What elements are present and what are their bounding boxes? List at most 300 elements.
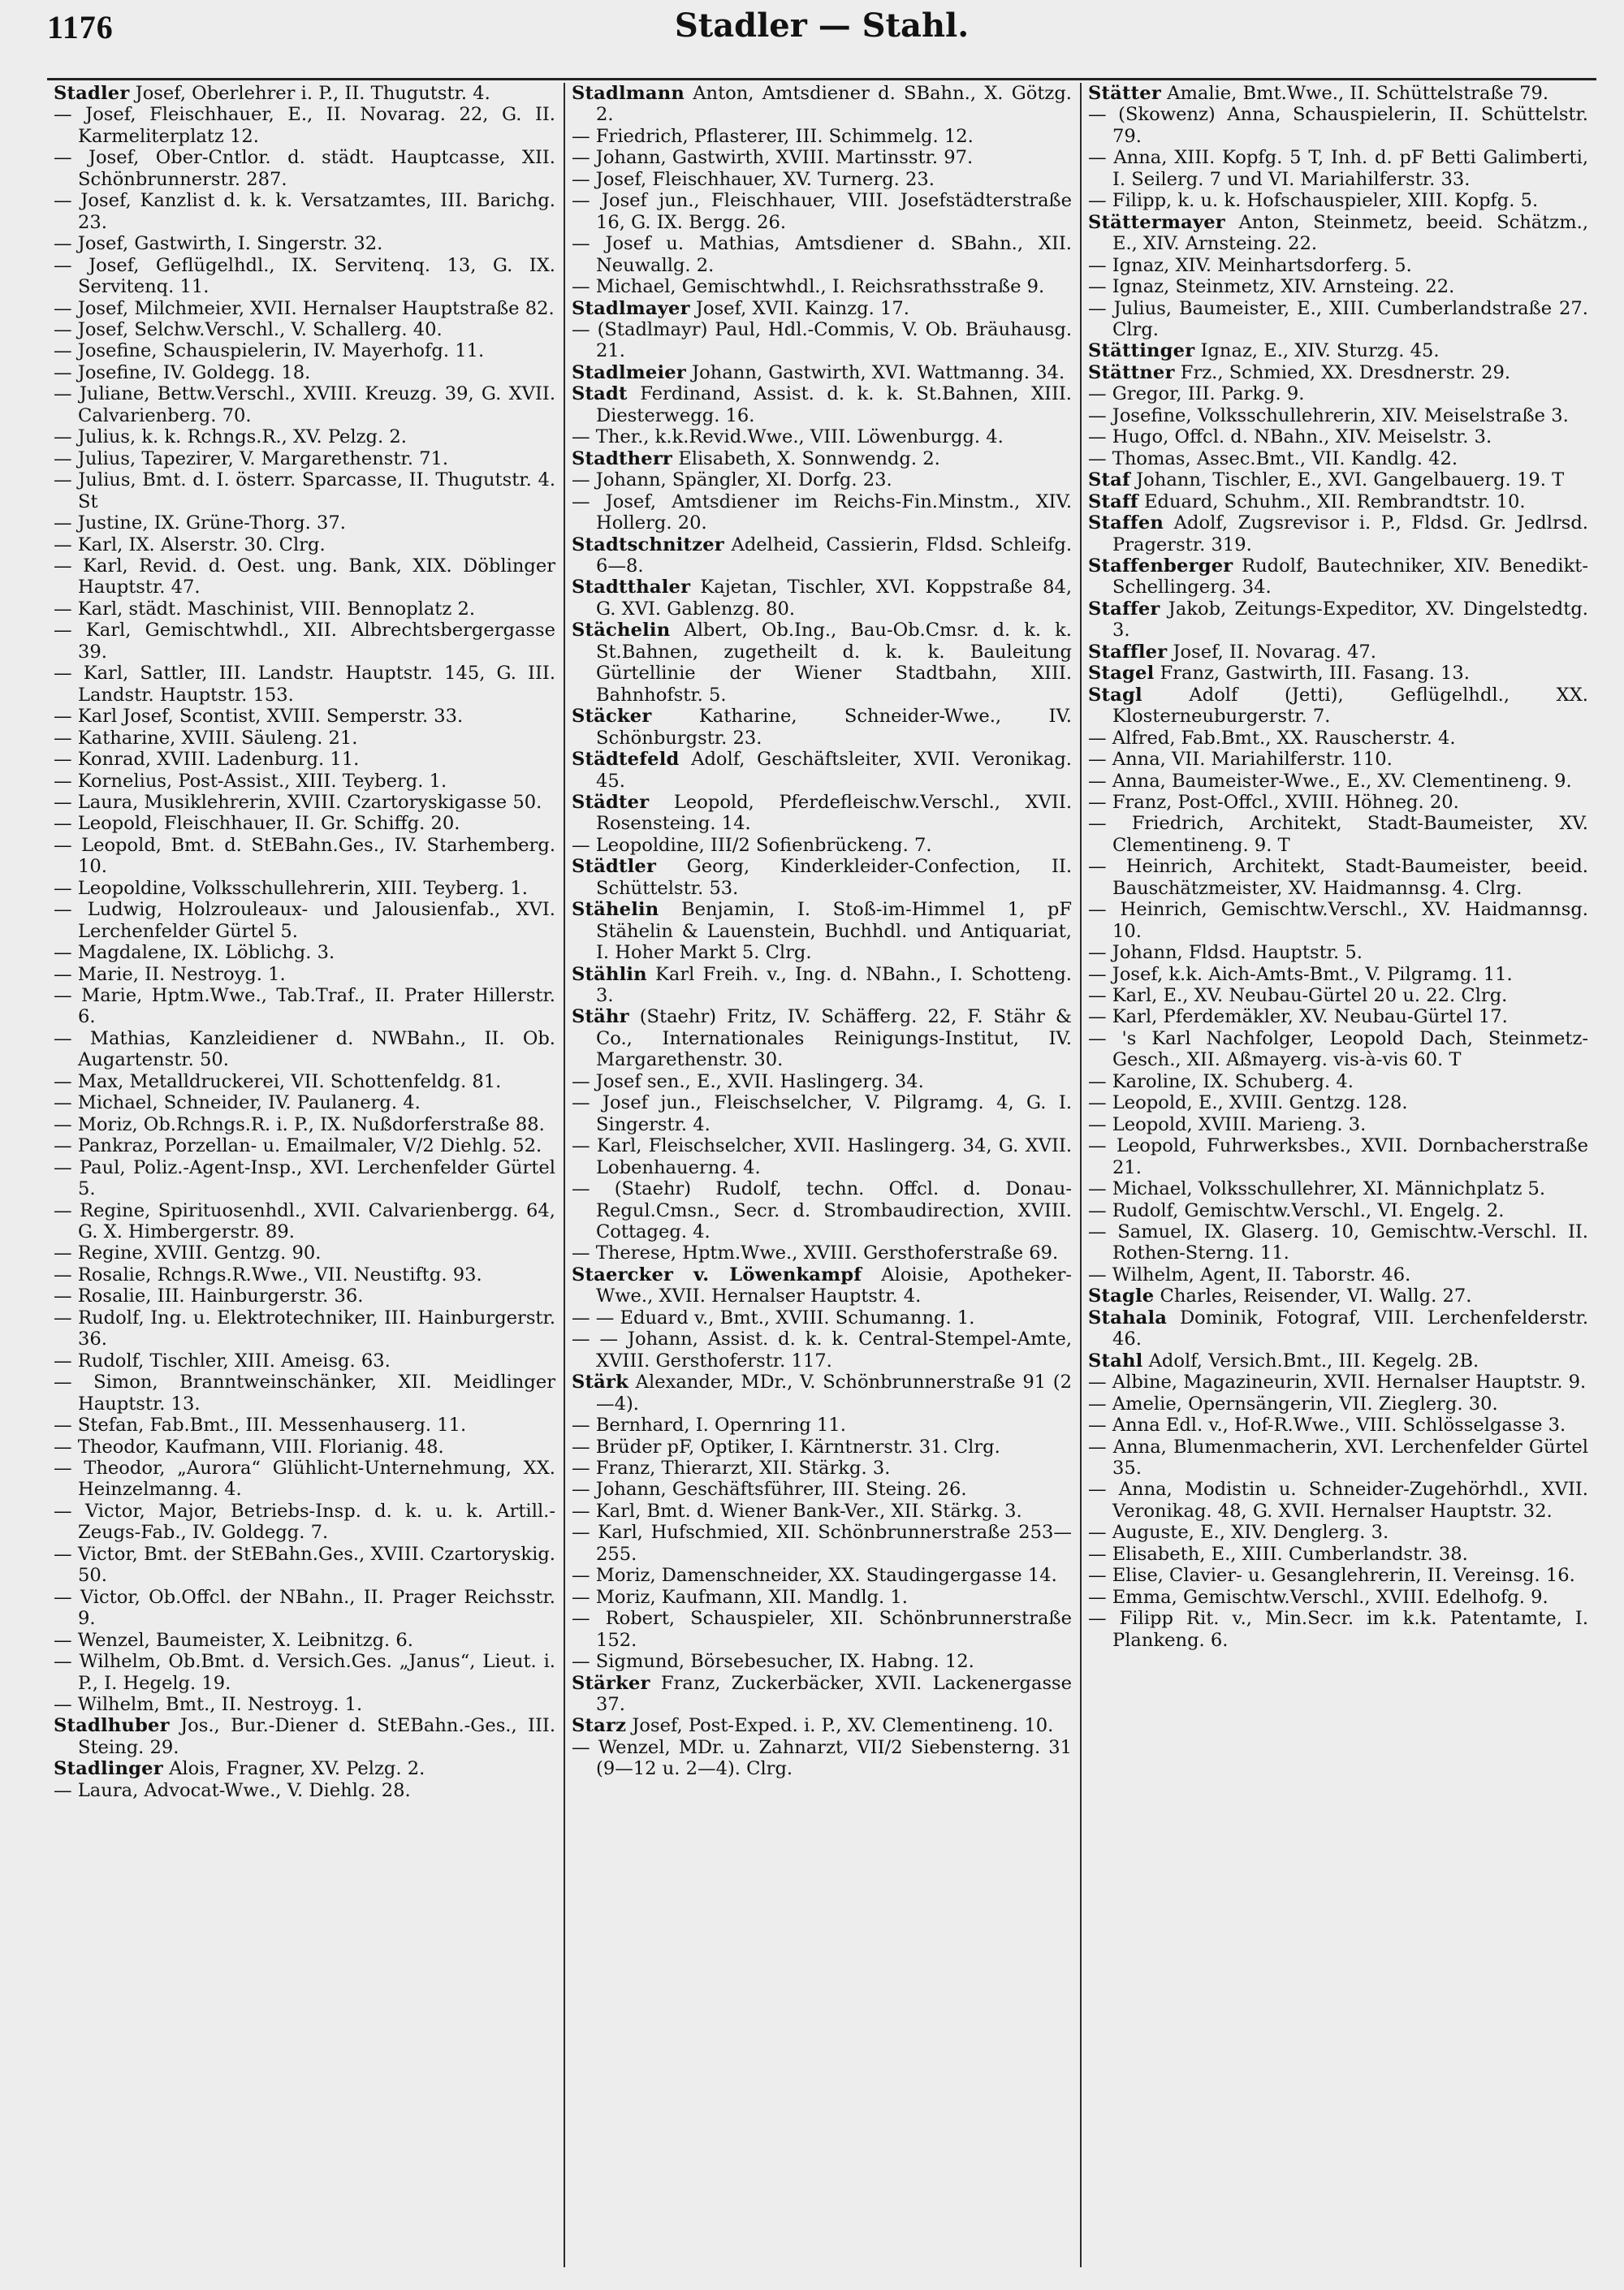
entry-text: — — Johann, Assist. d. k. k. Central-Stempel-Amte, XVIII. Gersthoferstr. 117. (572, 1329, 1072, 1372)
entry-surname: Stättermayer (1088, 211, 1225, 233)
entry-text: — Karl, Fleischselcher, XVII. Haslingerg. 34, G. XVII. Lobenhauerng. 4. (572, 1135, 1072, 1178)
entry-text: Aloisie, Apotheker-Wwe., XVII. Hernalser Hauptstr. 4. (596, 1264, 1073, 1307)
directory-entry (54, 512, 555, 534)
directory-entry (1088, 1522, 1588, 1543)
directory-entry (572, 319, 1072, 362)
directory-entry (54, 1651, 555, 1694)
directory-entry (1088, 771, 1588, 792)
entry-text: Franz, Gastwirth, III. Fasang. 13. (1160, 663, 1470, 685)
directory-entry (54, 383, 555, 426)
directory-entry (572, 1501, 1072, 1522)
directory-entry (1088, 1178, 1588, 1199)
directory-entry (1088, 899, 1588, 942)
entry-surname: Stadlinger (54, 1758, 163, 1780)
directory-entry (1088, 964, 1588, 985)
directory-entry (572, 856, 1072, 899)
entry-text: — Josef u. Mathias, Amtsdiener d. SBahn., XII. Neuwallg. 2. (572, 233, 1072, 276)
entry-text: — Filipp, k. u. k. Hofschauspieler, XIII. Kopfg. 5. (1088, 190, 1539, 212)
entry-text: — Josef jun., Fleischhauer, VIII. Josefstädterstraße 16, G. IX. Bergg. 26. (572, 190, 1072, 233)
directory-entry (1088, 255, 1588, 276)
directory-entry (54, 1372, 555, 1415)
directory-entry (572, 1715, 1072, 1736)
entry-text: — Ignaz, Steinmetz, XIV. Arnsteing. 22. (1088, 276, 1455, 298)
directory-entry (54, 749, 555, 770)
entry-text: — Anna, XIII. Kopfg. 5 T, Inh. d. pF Betti Galimberti, I. Seilerg. 7 und VI. Mariahilferstr. 33. (1088, 147, 1588, 190)
column-3 (1080, 83, 1596, 2267)
directory-entry (54, 1501, 555, 1544)
entry-text: — Josef, Selchw.Verschl., V. Schallerg. 40. (54, 318, 443, 340)
entry-text: — Leopold, XVIII. Marieng. 3. (1088, 1113, 1367, 1135)
entry-text: Adelheid, Cassierin, Fldsd. Schleifg. 6—8. (596, 534, 1073, 577)
entry-surname: Stahala (1088, 1307, 1168, 1329)
entry-text: Josef, XVII. Kainzg. 17. (695, 297, 909, 319)
entry-text: — Victor, Ob.Offcl. der NBahn., II. Prager Reichsstr. 9. (54, 1586, 555, 1630)
entry-text: — Regine, Spirituosenhdl., XVII. Calvarienbergg. 64, G. X. Himbergerstr. 89. (54, 1199, 555, 1243)
page-number: 1176 (47, 9, 114, 45)
entry-text: — Ignaz, XIV. Meinhartsdorferg. 5. (1088, 254, 1412, 276)
entry-text: — Josefine, IV. Goldegg. 18. (54, 361, 311, 383)
directory-entry (572, 448, 1072, 469)
entry-surname: Stadlmeier (572, 361, 686, 383)
entry-text: — Josef, Milchmeier, XVII. Hernalser Hauptstraße 82. (54, 297, 555, 319)
entry-text: Jakob, Zeitungs-Expeditor, XV. Dingelstedtg. 3. (1112, 598, 1588, 642)
directory-entry (1088, 405, 1588, 426)
entry-text: — Leopold, Fuhrwerksbes., XVII. Dornbacherstraße 21. (1088, 1135, 1588, 1178)
directory-entry (1088, 1028, 1588, 1071)
entry-text: Benjamin, I. Stoß-im-Himmel 1, pF Stähelin & Lauenstein, Buchhdl. und Antiquariat, I. Hoher Markt 5. Clrg. (596, 899, 1072, 964)
entry-text: — Rosalie, Rchngs.R.Wwe., VII. Neustiftg. 93. (54, 1264, 482, 1285)
entry-text: Alois, Fragner, XV. Pelzg. 2. (169, 1758, 425, 1780)
directory-entry (54, 469, 555, 512)
directory-entry (1088, 1544, 1588, 1565)
entry-surname: Starz (572, 1715, 627, 1737)
entry-text: — Theodor, „Aurora“ Glühlicht-Unternehmung, XX. Heinzelmanng. 4. (54, 1458, 555, 1501)
entry-text: — Therese, Hptm.Wwe., XVIII. Gersthoferstraße 69. (572, 1242, 1059, 1264)
page-header (47, 0, 1596, 80)
entry-text: — Paul, Poliz.-Agent-Insp., XVI. Lerchenfelder Gürtel 5. (54, 1156, 555, 1200)
directory-entry (572, 1092, 1072, 1135)
entry-surname: Stagl (1088, 684, 1142, 706)
directory-entry (572, 1737, 1072, 1780)
entry-text: Franz, Zuckerbäcker, XVII. Lackenergasse 37. (596, 1672, 1073, 1715)
entry-text: — Karl, städt. Maschinist, VIII. Bennoplatz 2. (54, 598, 476, 620)
directory-entry (1088, 942, 1588, 963)
directory-entry (572, 1372, 1072, 1415)
directory-entry (572, 620, 1072, 706)
directory-entry (1088, 1565, 1588, 1586)
entry-text: — Robert, Schauspieler, XII. Schönbrunnerstraße 152. (572, 1608, 1072, 1651)
directory-entry (572, 233, 1072, 276)
directory-entry (572, 835, 1072, 856)
entry-text: — Brüder pF, Optiker, I. Kärntnerstr. 31. Clrg. (572, 1436, 1000, 1458)
entry-surname: Städter (572, 791, 650, 813)
directory-entry (572, 1242, 1072, 1264)
entry-text: Alexander, MDr., V. Schönbrunnerstraße 91 (2—4). (596, 1372, 1072, 1415)
directory-entry (1088, 1307, 1588, 1350)
entry-surname: Staff (1088, 490, 1138, 512)
entry-text: — Friedrich, Architekt, Stadt-Baumeister, XV. Clementineng. 9. T (1088, 813, 1588, 856)
entry-text: (Staehr) Fritz, IV. Schäfferg. 22, F. Stähr & Co., Internationales Reinigungs-Institut, IV. Margarethenstr. 30. (596, 1006, 1073, 1071)
directory-entry (54, 1350, 555, 1372)
entry-surname: Stadler (54, 83, 130, 104)
entry-text: — Elise, Clavier- u. Gesanglehrerin, II. Vereinsg. 16. (1088, 1565, 1575, 1587)
directory-entry (1088, 362, 1588, 383)
directory-entry (1088, 1285, 1588, 1307)
directory-entry (1088, 1221, 1588, 1264)
directory-entry (1088, 212, 1588, 255)
entry-text: — Leopoldine, III/2 Sofienbrückeng. 7. (572, 834, 932, 856)
entry-text: — Leopold, E., XVIII. Gentzg. 128. (1088, 1092, 1408, 1114)
directory-entry (1088, 1114, 1588, 1135)
entry-text: — Josefine, Volksschullehrerin, XIV. Meiselstraße 3. (1088, 404, 1569, 426)
directory-entry (54, 190, 555, 233)
entry-text: — Wilhelm, Agent, II. Taborstr. 46. (1088, 1264, 1411, 1285)
directory-entry (572, 1415, 1072, 1436)
entry-text: — Kornelius, Post-Assist., XIII. Teyberg. 1. (54, 770, 447, 792)
entry-text: — Regine, XVIII. Gentzg. 90. (54, 1242, 322, 1264)
entry-text: — Marie, Hptm.Wwe., Tab.Traf., II. Prater Hillerstr. 6. (54, 985, 555, 1028)
entry-text: Elisabeth, X. Sonnwendg. 2. (678, 447, 940, 469)
entry-text: — Josef sen., E., XVII. Haslingerg. 34. (572, 1070, 924, 1092)
entry-text: — Anna, Baumeister-Wwe., E., XV. Clementineng. 9. (1088, 770, 1572, 792)
entry-text: Anton, Amtsdiener d. SBahn., X. Götzg. 2. (596, 83, 1072, 126)
directory-entry (572, 491, 1072, 534)
directory-entry (54, 878, 555, 899)
entry-text: Josef, Oberlehrer i. P., II. Thugutstr. 4. (135, 83, 490, 104)
directory-entry (54, 835, 555, 878)
directory-entry (572, 577, 1072, 620)
entry-text: — Karl, IX. Alserstr. 30. Clrg. (54, 534, 326, 555)
directory-entry (572, 1307, 1072, 1329)
directory-entry (54, 362, 555, 383)
directory-entry (54, 1028, 555, 1071)
entry-text: Frz., Schmied, XX. Dresdnerstr. 29. (1180, 361, 1511, 383)
directory-entry (1088, 426, 1588, 447)
directory-entry (54, 555, 555, 598)
entry-text: — Josef, Gastwirth, I. Singerstr. 32. (54, 233, 383, 255)
entry-text: — Josef, Kanzlist d. k. k. Versatzamtes, III. Barichg. 23. (54, 190, 555, 233)
entry-surname: Städtefeld (572, 749, 680, 771)
entry-text: — Wilhelm, Bmt., II. Nestroyg. 1. (54, 1693, 363, 1715)
entry-text: — Karl, Hufschmied, XII. Schönbrunnerstraße 253—255. (572, 1522, 1072, 1565)
entry-text: — Konrad, XVIII. Ladenburg. 11. (54, 749, 360, 771)
entry-text: Dominik, Fotograf, VIII. Lerchenfelderstr. 46. (1112, 1307, 1588, 1350)
entry-text: — Johann, Spängler, XI. Dorfg. 23. (572, 469, 892, 491)
directory-entry (54, 255, 555, 298)
directory-entry (1088, 1479, 1588, 1522)
directory-entry (54, 1264, 555, 1285)
entry-text: — Laura, Musiklehrerin, XVIII. Czartoryskigasse 50. (54, 791, 542, 813)
entry-text: — Josef, Fleischhauer, XV. Turnerg. 23. (572, 168, 935, 190)
directory-entry (1088, 663, 1588, 684)
entry-text: Anton, Steinmetz, beeid. Schätzm., E., XIV. Arnsteing. 22. (1112, 211, 1589, 255)
directory-entry (572, 1651, 1072, 1672)
directory-entry (572, 899, 1072, 963)
entry-text: — Michael, Volksschullehrer, XI. Männichplatz 5. (1088, 1178, 1546, 1200)
directory-entry (54, 233, 555, 254)
entry-text: — Rosalie, III. Hainburgerstr. 36. (54, 1285, 364, 1307)
directory-entry (1088, 298, 1588, 341)
directory-entry (54, 663, 555, 706)
directory-entry (54, 1758, 555, 1779)
entry-surname: Staffer (1088, 598, 1160, 620)
directory-entry (54, 1114, 555, 1135)
entry-text: — Franz, Post-Offcl., XVIII. Höhneg. 20. (1088, 791, 1459, 813)
entry-text: — Anna Edl. v., Hof-R.Wwe., VIII. Schlösselgasse 3. (1088, 1415, 1566, 1437)
entry-surname: Städtler (572, 856, 657, 878)
directory-entry (1088, 1006, 1588, 1027)
entry-surname: Stäcker (572, 706, 652, 728)
directory-entry (572, 83, 1072, 126)
directory-entry (1088, 642, 1588, 663)
directory-entry (1088, 512, 1588, 555)
running-title: Stadler — Stahl. (674, 6, 970, 45)
directory-entry (54, 771, 555, 792)
entry-surname: Stärker (572, 1672, 650, 1694)
directory-entry (1088, 813, 1588, 856)
entry-text: — (Skowenz) Anna, Schauspielerin, II. Schüttelstr. 79. (1088, 104, 1588, 147)
directory-entry (54, 340, 555, 361)
directory-entry (54, 1200, 555, 1243)
entry-text: — Max, Metalldruckerei, VII. Schottenfeldg. 81. (54, 1070, 502, 1092)
directory-entry (1088, 276, 1588, 297)
entry-text: — Ludwig, Holzrouleaux- und Jalousienfab., XVI. Lerchenfelder Gürtel 5. (54, 899, 555, 942)
directory-entry (572, 1329, 1072, 1372)
entry-text: — Theodor, Kaufmann, VIII. Florianig. 48. (54, 1436, 444, 1458)
column-1 (47, 83, 564, 2267)
entry-text: Josef, II. Novarag. 47. (1173, 641, 1376, 663)
directory-entry (54, 899, 555, 942)
entry-surname: Stadlmayer (572, 297, 690, 319)
directory-entry (572, 1071, 1072, 1092)
directory-entry (1088, 1608, 1588, 1651)
entry-text: Johann, Gastwirth, XVI. Wattmanng. 34. (692, 361, 1065, 383)
directory-entry (572, 964, 1072, 1007)
directory-entry (1088, 728, 1588, 749)
directory-entry (54, 1242, 555, 1264)
directory-entry (572, 1264, 1072, 1307)
directory-entry (1088, 985, 1588, 1006)
entry-text: — — Eduard v., Bmt., XVIII. Schumanng. 1. (572, 1307, 975, 1329)
entry-text: — Karl, E., XV. Neubau-Gürtel 20 u. 22. Clrg. (1088, 985, 1508, 1007)
entry-text: Ferdinand, Assist. d. k. k. St.Bahnen, XIII. Diesterwegg. 16. (596, 383, 1072, 426)
directory-entry (1088, 1393, 1588, 1415)
directory-entry (54, 319, 555, 340)
entry-text: — Rudolf, Gemischtw.Verschl., VI. Engelg. 2. (1088, 1199, 1505, 1221)
directory-entry (572, 469, 1072, 490)
directory-entry (1088, 340, 1588, 361)
directory-entry (54, 1307, 555, 1350)
directory-entry (54, 1135, 555, 1156)
entry-text: — Rudolf, Ing. u. Elektrotechniker, III. Hainburgerstr. 36. (54, 1307, 555, 1350)
entry-text: — Leopold, Fleischhauer, II. Gr. Schiffg. 20. (54, 813, 460, 835)
directory-entry (1088, 856, 1588, 899)
columns (47, 83, 1596, 2267)
entry-text: — Moriz, Damenschneider, XX. Staudingergasse 14. (572, 1565, 1057, 1587)
entry-text: — Magdalene, IX. Löblichg. 3. (54, 942, 335, 964)
directory-entry (54, 1715, 555, 1758)
entry-text: — Julius, Baumeister, E., XIII. Cumberlandstraße 27. Clrg. (1088, 297, 1588, 340)
entry-text: Adolf (Jetti), Geflügelhdl., XX. Klosterneuburgerstr. 7. (1112, 684, 1588, 728)
directory-entry (54, 448, 555, 469)
entry-text: — Alfred, Fab.Bmt., XX. Rauscherstr. 4. (1088, 727, 1456, 749)
entry-text: — Moriz, Ob.Rchngs.R. i. P., IX. Nußdorferstraße 88. (54, 1113, 545, 1135)
directory-entry (54, 1587, 555, 1630)
entry-text: — Auguste, E., XIV. Denglerg. 3. (1088, 1522, 1389, 1544)
entry-text: — Leopold, Bmt. d. StEBahn.Ges., IV. Starhemberg. 10. (54, 834, 555, 878)
entry-text: Adolf, Versich.Bmt., III. Kegelg. 2B. (1148, 1350, 1479, 1372)
entry-surname: Stadlmann (572, 83, 685, 104)
directory-entry (54, 426, 555, 447)
entry-text: — Karl, Sattler, III. Landstr. Hauptstr. 145, G. III. Landstr. Hauptstr. 153. (54, 663, 555, 706)
entry-text: — Franz, Thierarzt, XII. Stärkg. 3. (572, 1458, 891, 1479)
entry-text: — Wenzel, MDr. u. Zahnarzt, VII/2 Siebensterng. 31 (9—12 u. 2—4). Clrg. (572, 1736, 1072, 1780)
directory-entry (572, 1673, 1072, 1716)
directory-entry (54, 598, 555, 620)
directory-entry (572, 706, 1072, 749)
directory-entry (572, 1437, 1072, 1458)
entry-text: — Emma, Gemischtw.Verschl., XVIII. Edelhofg. 9. (1088, 1586, 1548, 1608)
entry-surname: Stagel (1088, 663, 1155, 685)
entry-surname: Staffen (1088, 512, 1164, 534)
entry-text: — Michael, Gemischtwhdl., I. Reichsrathsstraße 9. (572, 276, 1045, 298)
directory-entry (54, 1780, 555, 1801)
entry-text: — Julius, Bmt. d. I. österr. Sparcasse, II. Thugutstr. 4. St (54, 469, 555, 512)
entry-text: — Julius, Tapezirer, V. Margarethenstr. 71. (54, 447, 449, 469)
directory-entry (1088, 1372, 1588, 1393)
entry-text: Rudolf, Bautechniker, XIV. Benedikt-Schellingerg. 34. (1112, 555, 1588, 598)
entry-text: — Mathias, Kanzleidiener d. NWBahn., II. Ob. Augartenstr. 50. (54, 1027, 555, 1071)
directory-entry (572, 1006, 1072, 1070)
entry-surname: Stärk (572, 1372, 628, 1393)
entry-text: Adolf, Zugsrevisor i. P., Fldsd. Gr. Jedlrsd. Pragerstr. 319. (1112, 512, 1588, 555)
entry-text: — Stefan, Fab.Bmt., III. Messenhauserg. 11. (54, 1415, 467, 1437)
directory-entry (54, 942, 555, 963)
entry-surname: Stähelin (572, 899, 659, 921)
entry-surname: Staercker v. Löwenkampf (572, 1264, 862, 1285)
entry-text: — Josef, Geflügelhdl., IX. Servitenq. 13, G. IX. Servitenq. 11. (54, 254, 555, 298)
directory-entry (572, 276, 1072, 297)
directory-entry (1088, 555, 1588, 598)
directory-entry (54, 1437, 555, 1458)
entry-text: — Johann, Gastwirth, XVIII. Martinsstr. 97. (572, 147, 974, 169)
entry-text: — Karl, Revid. d. Oest. ung. Bank, XIX. Döblinger Hauptstr. 47. (54, 555, 555, 598)
entry-text: Katharine, Schneider-Wwe., IV. Schönburgstr. 23. (596, 706, 1072, 749)
entry-text: — Victor, Major, Betriebs-Insp. d. k. u. k. Artill.-Zeugs-Fab., IV. Goldegg. 7. (54, 1500, 555, 1544)
entry-text: — Sigmund, Börsebesucher, IX. Habng. 12. (572, 1651, 974, 1673)
directory-entry (54, 706, 555, 727)
entry-text: — Hugo, Offcl. d. NBahn., XIV. Meiselstr. 3. (1088, 426, 1492, 448)
directory-entry (54, 104, 555, 147)
directory-entry (1088, 749, 1588, 770)
entry-text: — Karoline, IX. Schuberg. 4. (1088, 1070, 1354, 1092)
directory-entry (1088, 1587, 1588, 1608)
directory-entry (54, 147, 555, 190)
entry-surname: Stadtschnitzer (572, 534, 724, 555)
directory-entry (572, 426, 1072, 447)
directory-entry (54, 620, 555, 663)
directory-entry (572, 1479, 1072, 1500)
entry-text: — Michael, Schneider, IV. Paulanerg. 4. (54, 1092, 421, 1114)
entry-surname: Stättner (1088, 361, 1175, 383)
directory-entry (1088, 1071, 1588, 1092)
entry-text: Adolf, Geschäftsleiter, XVII. Veronikag. 45. (596, 749, 1072, 792)
entry-text: — Victor, Bmt. der StEBahn.Ges., XVIII. Czartoryskig. 50. (54, 1543, 555, 1587)
entry-text: — Karl, Gemischtwhdl., XII. Albrechtsbergergasse 39. (54, 620, 555, 663)
directory-entry (54, 1544, 555, 1587)
entry-text: Jos., Bur.-Diener d. StEBahn.-Ges., III. Steing. 29. (78, 1715, 556, 1758)
entry-text: Georg, Kinderkleider-Confection, II. Schüttelstr. 53. (596, 856, 1072, 899)
directory-entry (1088, 83, 1588, 104)
entry-text: — Filipp Rit. v., Min.Secr. im k.k. Patentamte, I. Plankeng. 6. (1088, 1608, 1588, 1651)
directory-entry (572, 298, 1072, 319)
entry-text: — Elisabeth, E., XIII. Cumberlandstr. 38. (1088, 1543, 1468, 1565)
directory-entry (1088, 1437, 1588, 1480)
entry-text: — 's Karl Nachfolger, Leopold Dach, Steinmetz-Gesch., XII. Aßmayerg. vis-à-vis 60. T (1088, 1027, 1588, 1071)
directory-entry (572, 1608, 1072, 1651)
entry-text: — Anna, Blumenmacherin, XVI. Lerchenfelder Gürtel 35. (1088, 1436, 1588, 1479)
directory-entry (572, 1587, 1072, 1608)
directory-entry (54, 1694, 555, 1715)
directory-entry (54, 1092, 555, 1113)
entry-text: Charles, Reisender, VI. Wallg. 27. (1160, 1285, 1472, 1307)
directory-entry (54, 964, 555, 985)
entry-text: — Josef, k.k. Aich-Amts-Bmt., V. Pilgramg. 11. (1088, 963, 1513, 985)
directory-entry (572, 534, 1072, 577)
entry-surname: Stadtthaler (572, 577, 691, 598)
directory-entry (54, 1071, 555, 1092)
directory-entry (54, 1458, 555, 1501)
entry-surname: Stadt (572, 383, 628, 405)
entry-text: — Julius, k. k. Rchngs.R., XV. Pelzg. 2. (54, 426, 407, 448)
directory-entry (572, 1565, 1072, 1586)
column-2 (564, 83, 1080, 2267)
directory-entry (54, 1157, 555, 1200)
entry-text: — Josefine, Schauspielerin, IV. Mayerhofg. 11. (54, 340, 485, 362)
directory-entry (1088, 1350, 1588, 1372)
entry-text: — Pankraz, Porzellan- u. Emailmaler, V/2 Diehlg. 52. (54, 1135, 542, 1157)
entry-text: Kajetan, Tischler, XVI. Koppstraße 84, G. XVI. Gablenzg. 80. (596, 577, 1073, 620)
entry-text: — Bernhard, I. Opernring 11. (572, 1415, 846, 1437)
entry-text: — Rudolf, Tischler, XIII. Ameisg. 63. (54, 1350, 391, 1372)
directory-entry (572, 190, 1072, 233)
entry-text: Amalie, Bmt.Wwe., II. Schüttelstraße 79. (1167, 83, 1549, 104)
entry-text: — Johann, Fldsd. Hauptstr. 5. (1088, 942, 1363, 964)
entry-text: — Albine, Magazineurin, XVII. Hernalser Hauptstr. 9. (1088, 1372, 1587, 1393)
entry-surname: Staffler (1088, 641, 1168, 663)
directory-entry (1088, 190, 1588, 211)
entry-text: — Anna, Modistin u. Schneider-Zugehörhdl., XVII. Veronikag. 48, G. XVII. Hernalser Hauptstr. 32. (1088, 1479, 1588, 1522)
entry-text: — Laura, Advocat-Wwe., V. Diehlg. 28. (54, 1779, 411, 1801)
directory-entry (572, 1178, 1072, 1242)
directory-entry (54, 1415, 555, 1436)
directory-entry (54, 1630, 555, 1651)
directory-entry (1088, 104, 1588, 147)
directory-entry (572, 169, 1072, 190)
entry-text: — Josef, Amtsdiener im Reichs-Fin.Minstm., XIV. Hollerg. 20. (572, 490, 1072, 534)
directory-entry (1088, 1200, 1588, 1221)
entry-text: — Samuel, IX. Glaserg. 10, Gemischtw.-Verschl. II. Rothen-Sterng. 11. (1088, 1221, 1588, 1264)
entry-text: Karl Freih. v., Ing. d. NBahn., I. Schotteng. 3. (596, 963, 1072, 1007)
entry-text: — Friedrich, Pflasterer, III. Schimmelg. 12. (572, 125, 974, 147)
entry-text: — Josef jun., Fleischselcher, V. Pilgramg. 4, G. I. Singerstr. 4. (572, 1092, 1072, 1135)
entry-text: — Josef, Fleischhauer, E., II. Novarag. 22, G. II. Karmeliterplatz 12. (54, 104, 555, 147)
directory-entry (1088, 469, 1588, 490)
entry-text: — Marie, II. Nestroyg. 1. (54, 963, 286, 985)
entry-text: — Wilhelm, Ob.Bmt. d. Versich.Ges. „Janus“, Lieut. i. P., I. Hegelg. 19. (54, 1651, 555, 1694)
directory-entry (54, 83, 555, 104)
entry-text: Ignaz, E., XIV. Sturzg. 45. (1200, 340, 1440, 362)
